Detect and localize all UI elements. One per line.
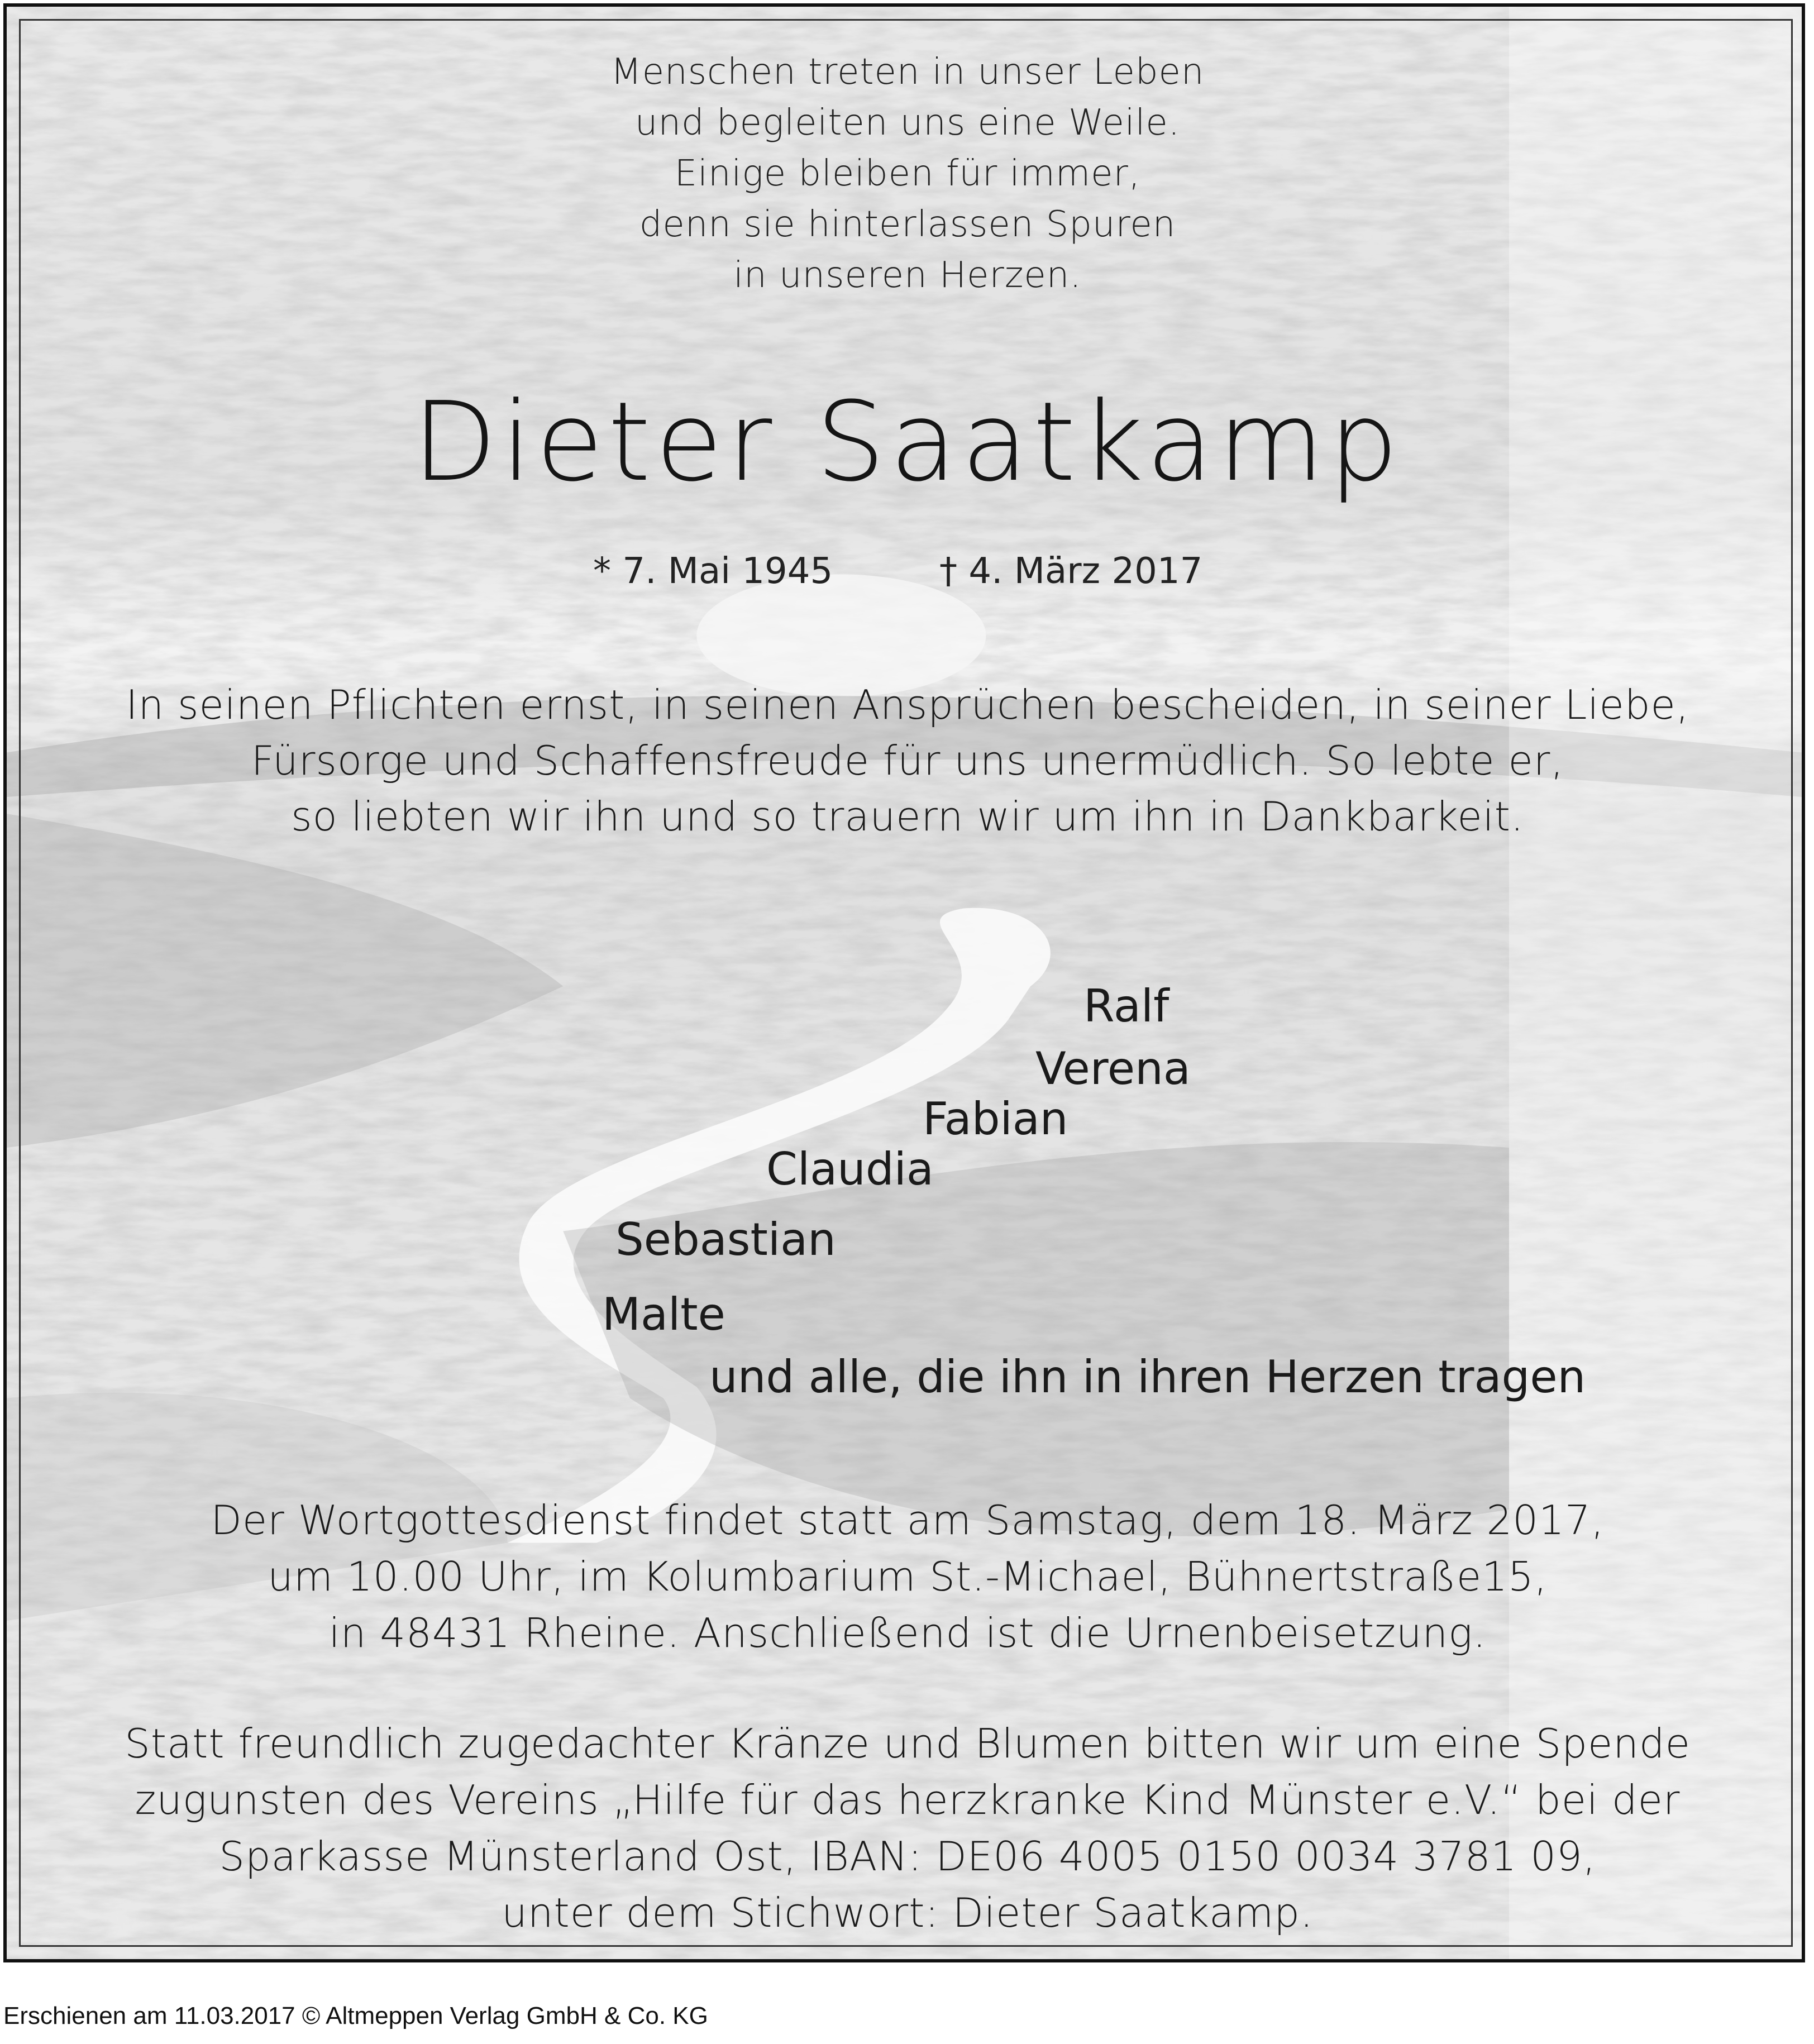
deceased-name: Dieter Saatkamp (412, 379, 1403, 506)
donation-line: Sparkasse Münsterland Ost, IBAN: DE06 4005 0150 0034 3781 09, (219, 1833, 1596, 1880)
death-date: † 4. März 2017 (939, 551, 1203, 592)
tribute-text (7, 677, 1805, 844)
mourner-name: Claudia (766, 1143, 934, 1195)
donation-line: zugunsten des Vereins „Hilfe für das herzkranke Kind Münster e.V.“ bei der (135, 1776, 1681, 1823)
service-line: Der Wortgottesdienst findet statt am Samstag, dem 18. März 2017, (211, 1497, 1605, 1544)
verse-line: Einige bleiben für immer, (674, 153, 1141, 194)
birth-date: * 7. Mai 1945 (593, 551, 833, 592)
donation-request (7, 1716, 1805, 1941)
publication-footer: Erschienen am 11.03.2017 © Altmeppen Verlag GmbH & Co. KG (3, 2002, 708, 2029)
donation-line: Statt freundlich zugedachter Kränze und Blumen bitten wir um eine Spende (125, 1720, 1691, 1767)
verse-line: in unseren Herzen. (733, 255, 1082, 296)
tribute-line: so liebten wir ihn und so trauern wir um ihn in Dankbarkeit. (291, 793, 1524, 840)
tribute-line: Fürsorge und Schaffensfreude für uns unermüdlich. So lebte er, (251, 737, 1564, 784)
mourner-name: Ralf (1083, 980, 1169, 1032)
service-line: um 10.00 Uhr, im Kolumbarium St.-Michael, Bühnertstraße15, (268, 1553, 1548, 1600)
mourners-closing: und alle, die ihn in ihren Herzen tragen (709, 1351, 1586, 1403)
verse-line: Menschen treten in unser Leben (610, 51, 1205, 93)
tribute-line: In seinen Pflichten ernst, in seinen Ansprüchen bescheiden, in seiner Liebe, (126, 681, 1689, 728)
obituary-frame (3, 3, 1805, 1962)
verse-line: denn sie hinterlassen Spuren (639, 204, 1176, 245)
obituary-content (7, 7, 1805, 1962)
verse-line: und begleiten uns eine Weile. (634, 102, 1181, 144)
service-line: in 48431 Rheine. Anschließend ist die Urnenbeisetzung. (328, 1610, 1487, 1656)
mourner-name: Sebastian (615, 1214, 836, 1265)
memorial-verse (7, 47, 1805, 301)
mourner-name: Verena (1035, 1043, 1191, 1095)
mourner-name: Fabian (923, 1093, 1068, 1145)
service-announcement (7, 1492, 1805, 1661)
mourner-name: Malte (602, 1288, 725, 1340)
donation-line: unter dem Stichwort: Dieter Saatkamp. (502, 1889, 1314, 1936)
